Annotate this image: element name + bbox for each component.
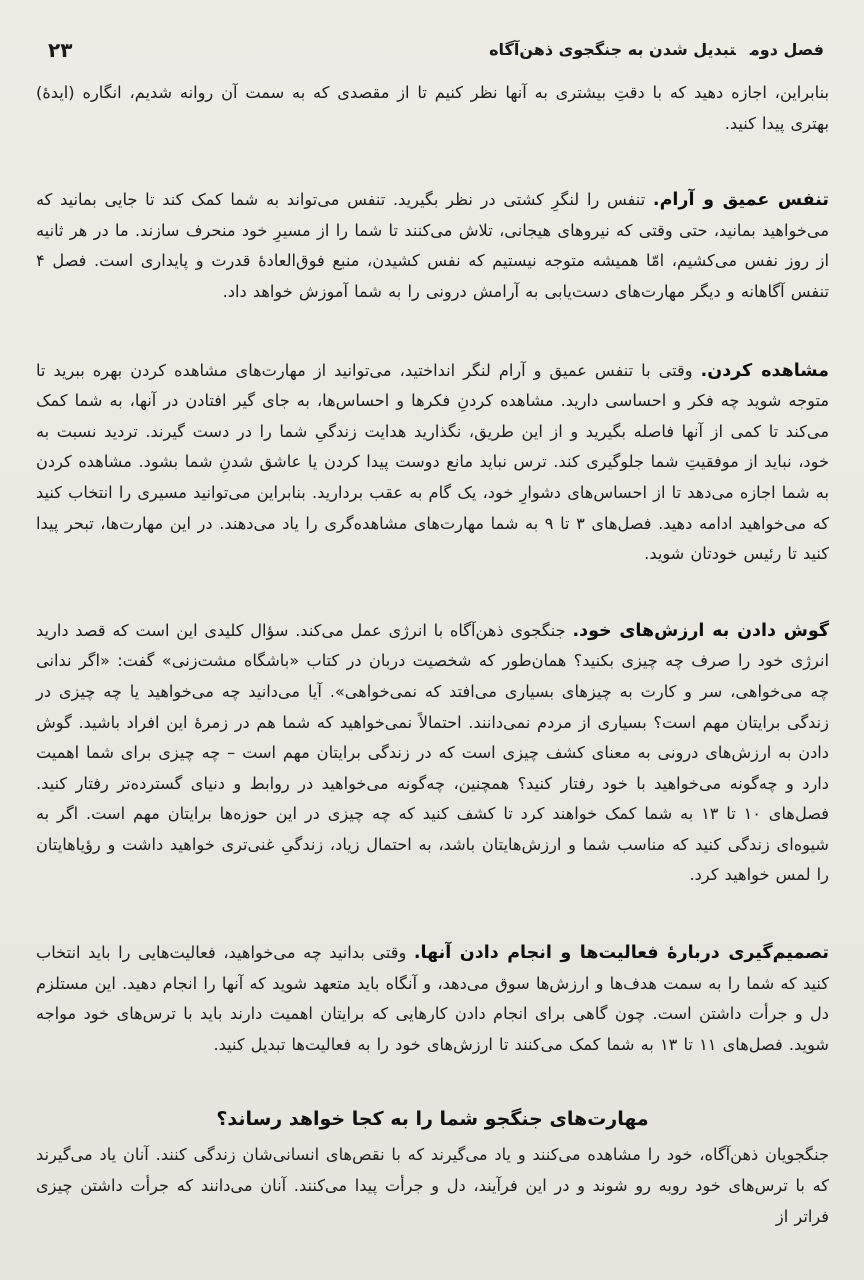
values-paragraph	[36, 616, 829, 891]
section-paragraph: جنگجویان ذهن‌آگاه، خود را مشاهده می‌کنند و یاد می‌گیرند که با نقص‌های انسانی‌شان زندگی کنند. آنان یاد می‌گیرند که با ترس‌های خود روبه رو شوند و در این فرآیند، دل و جرأت پیدا می‌کنند. آنان می‌دانند که جرأت داشتن چیزی فراتر از	[36, 1145, 829, 1226]
section-heading: مهارت‌های جنگجو شما را به کجا خواهد رساند؟	[216, 1108, 649, 1131]
values-text: جنگجوی ذهن‌آگاه با انرژی عمل می‌کند. سؤال کلیدی این است که قصد دارید انرژی خود را صرف چه چیزی بکنید؟ همان‌طور که شخصیت دربان در کتاب «باشگاه مشت‌زنی» گفت: «اگر ندانی چه می‌خواهی، سر و کارت به چیزهای بسیاری می‌افتد که نمی‌خواهی». آیا می‌دانید چه می‌خواهید یا چه چیزی در زندگی برایتان مهم است؟ بسیاری از مردم نمی‌دانند. احتمالاً نمی‌خواهید که شما هم در زمرهٔ این افراد باشید. گوش دادن به ارزش‌های درونی به معنای کشف چیزی است که در زندگی برایتان مهم است – چه چیزی برای شما اهمیت دارد و چه‌گونه می‌خواهید با خود رفتار کنید؟ همچنین، چه‌گونه می‌خواهید در روابط و دنیای گسترده‌تر رفتار کنید. فصل‌های ۱۰ تا ۱۳ به شما کمک خواهند کرد تا کشف کنید که چه چیزی در این حوزه‌ها برایتان مهم است. اگر به شیوه‌ای زندگی کنید که مناسب شما و ارزش‌هایتان باشد، به احتمال زیاد، زندگیِ غنی‌تری خواهید داشت و رؤیاهایتان را لمس خواهید کرد.	[36, 620, 829, 885]
chapter-title: تبدیل شدن به جنگجوی ذهن‌آگاه	[489, 40, 736, 59]
observe-heading: مشاهده کردن.	[700, 360, 829, 381]
decide-paragraph	[36, 938, 829, 1060]
breath-text: تنفس را لنگرِ کشتی در نظر بگیرید. تنفس می‌تواند به شما کمک کند تا جایی بمانید که می‌خواهید بمانید، حتی وقتی که نیروهای هیجانی، تلاش می‌کنند تا شما را از مسیرِ خود منحرف سازند. ما در هر ثانیه از روز نفس می‌کشیم، امّا همیشه متوجه نیستیم که نفس کشیدن، منبع فوق‌العادهٔ قدرت و پایداری است. فصل ۴ تنفس آگاهانه و دیگر مهارت‌های دست‌یابی به آرامش درونی را به شما آموزش خواهد داد.	[36, 190, 829, 301]
observe-paragraph	[36, 356, 829, 570]
observe-text: وقتی با تنفس عمیق و آرام لنگر انداختید، می‌توانید از مهارت‌های مشاهده کردن بهره ببرید تا متوجه شوید چه فکر و احساسی دارید. مشاهده کردنِ فکرها و احساس‌ها، به جای گیر افتادن در آنها، به شما کمک می‌کند تا کمی از آنها فاصله بگیرید و از این طریق، نگذارید هدایت زندگیِ شما را در دست گیرند. تردید نسبت به خود، نباید از موفقیتِ شما جلوگیری کند. ترس نباید مانع دوست پیدا کردن یا عاشق شدنِ شما بشود. مشاهده کردن به شما اجازه می‌دهد تا از احساس‌های دشوارِ خود، یک گام به عقب بردارید. بنابراین می‌توانید مسیری را انتخاب کنید که می‌خواهید ادامه دهید. فصل‌های ۳ تا ۹ به شما مهارت‌های مشاهده‌گری را یاد می‌دهند. در این مهارت‌ها، تبحر پیدا کنید تا رئیس خودتان شوید.	[36, 360, 830, 564]
breath-heading: تنفس عمیق و آرام.	[652, 190, 829, 211]
decide-text: وقتی بدانید چه می‌خواهید، فعالیت‌هایی را باید انتخاب کنید که شما را به سمت هدف‌ها و ارزش‌ها سوق می‌دهد، و آنگاه باید متعهد شوید که آنها را انجام دهید. این مستلزم دل و جرأت داشتن است. چون گاهی برای انجام دادن کارهایی که برایتان اهمیت دارند باید با ترس‌های خود مواجه شوید. فصل‌های ۱۱ تا ۱۳ به شما کمک می‌کنند تا ارزش‌های خود را به فعالیت‌ها تبدیل کنید.	[36, 943, 829, 1054]
breath-paragraph	[36, 185, 829, 307]
running-head	[489, 40, 824, 59]
page-header	[0, 36, 864, 68]
page-number: ۲۳	[48, 38, 73, 62]
decide-heading: تصمیم‌گیری دربارهٔ فعالیت‌ها و انجام دادن آنها.	[413, 943, 829, 964]
values-heading: گوش دادن به ارزش‌های خود.	[572, 620, 829, 641]
chapter-label: فصل دوم	[749, 40, 824, 59]
intro-paragraph: بنابراین، اجازه دهید که با دقتِ بیشتری به آنها نظر کنیم تا از مقصدی که به سمت آن روانه شدیم، انگاره (ایدهٔ) بهتری پیدا کنید.	[36, 83, 829, 133]
page-body	[36, 72, 829, 1232]
